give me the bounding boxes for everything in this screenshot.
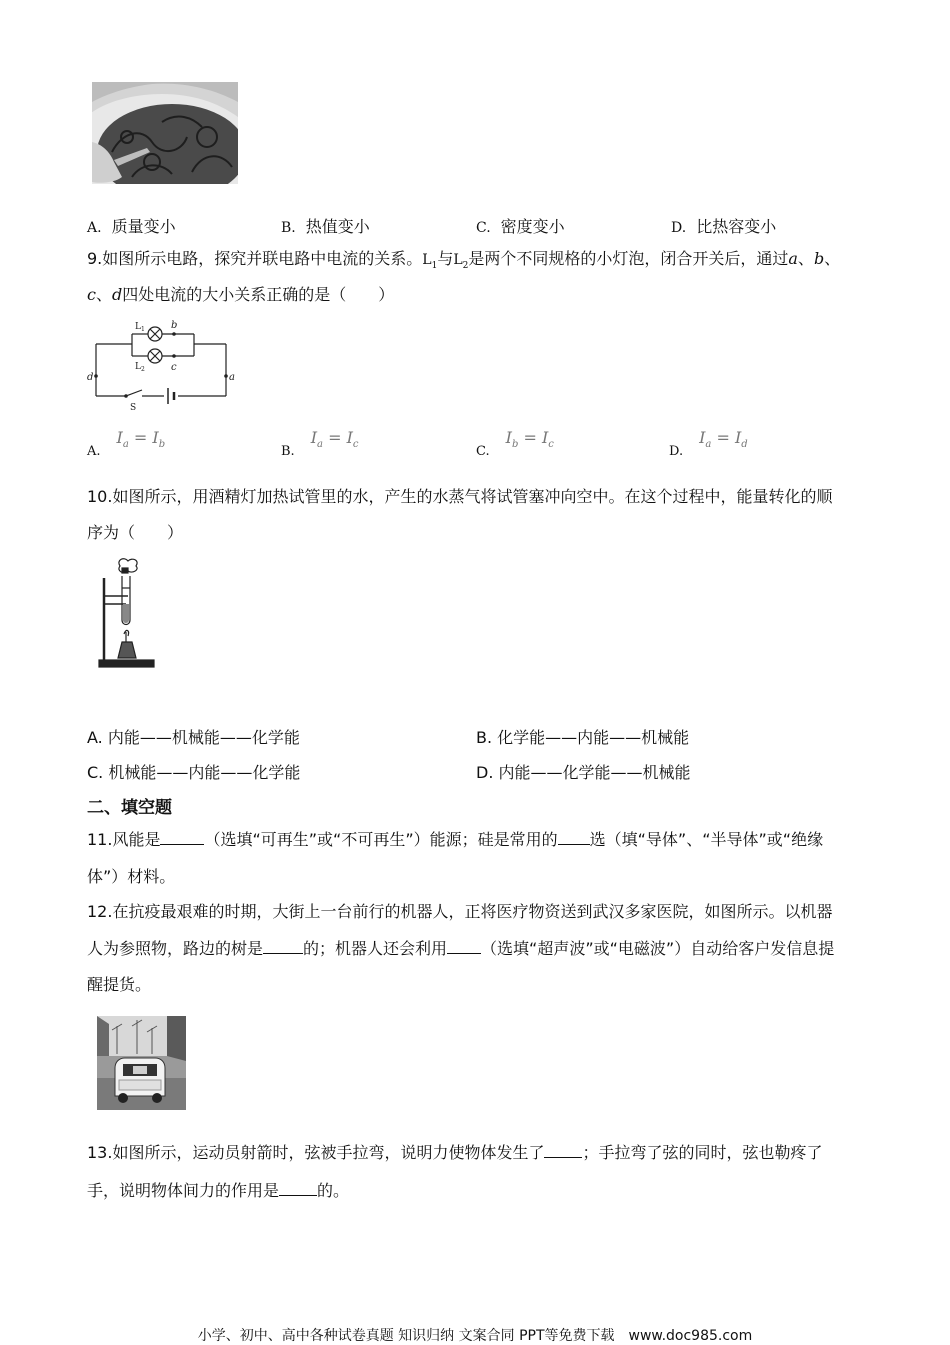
q11-stem-line2: 体”）材料。 <box>87 867 176 886</box>
circuit-label-s: S <box>130 403 137 412</box>
q8-option-b[interactable]: B. 热值变小 <box>281 217 370 236</box>
q10-option-b[interactable]: B. 化学能——内能——机械能 <box>476 728 690 747</box>
q13-stem-line2: 手，说明物体间力的作用是 的。 <box>87 1181 350 1200</box>
q9-stem-line2: c、d四处电流的大小关系正确的是（ ） <box>87 285 395 304</box>
q10-stem-line2: 序为（ ） <box>87 523 184 542</box>
circuit-label-b: b <box>171 320 178 331</box>
q9-option-d[interactable]: $_{D.}I_a = I_d$ <box>669 428 748 459</box>
parallel-circuit-diagram <box>86 316 236 412</box>
section-heading-fill-in: 二、填空题 <box>87 798 172 818</box>
circuit-label-c: c <box>171 362 177 373</box>
q13-blank-2[interactable] <box>279 1181 317 1196</box>
q10-option-d[interactable]: D. 内能——化学能——机械能 <box>476 763 691 782</box>
q12-stem-line1: 12.在抗疫最艰难的时期，大街上一台前行的机器人，正将医疗物资送到武汉多家医院，如图所示。以机器 <box>87 902 833 921</box>
q13-blank-1[interactable] <box>544 1143 582 1158</box>
page-footer: 小学、初中、高中各种试卷真题 知识归纳 文案合同 PPT等免费下载 www.doc985.com <box>197 1328 753 1344</box>
q10-stem-line1: 10.如图所示，用酒精灯加热试管里的水，产生的水蒸气将试管塞冲向空中。在这个过程中，能量转化的顺 <box>87 487 833 506</box>
q11-blank-2[interactable] <box>558 830 590 845</box>
q12-stem-line2: 人为参照物，路边的树是 的；机器人还会利用 （选填“超声波”或“电磁波”）自动给客户发信息提 <box>87 939 835 958</box>
delivery-robot-photo <box>97 1016 186 1110</box>
q8-option-a[interactable]: A. 质量变小 <box>87 217 176 236</box>
q8-option-c[interactable]: C. 密度变小 <box>476 217 565 236</box>
q10-option-a[interactable]: A. 内能——机械能——化学能 <box>87 728 300 747</box>
q9-stem-line1: 9.如图所示电路，探究并联电路中电流的关系。$L_1$与$L_2$是两个不同规格的小灯泡，闭合开关后，通过a、b、 <box>87 249 841 272</box>
q9-option-c[interactable]: $_{C.}I_b = I_c$ <box>476 428 554 459</box>
q9-option-b[interactable]: $_{B.}I_a = I_c$ <box>281 428 359 459</box>
test-tube-apparatus-diagram <box>98 558 156 670</box>
q12-blank-2[interactable] <box>447 939 481 954</box>
carved-ball-photo <box>92 82 238 184</box>
q8-option-d[interactable]: D. 比热容变小 <box>671 217 777 236</box>
q11-blank-1[interactable] <box>160 830 204 845</box>
q12-blank-1[interactable] <box>263 939 303 954</box>
q12-stem-line3: 醒提货。 <box>87 975 152 994</box>
q10-option-c[interactable]: C. 机械能——内能——化学能 <box>87 763 301 782</box>
circuit-label-a: a <box>229 372 235 383</box>
q9-option-a[interactable]: $_{A.}I_a = I_b$ <box>87 428 166 459</box>
circuit-label-l2: $L_2$ <box>135 362 145 373</box>
q11-stem-line1: 11.风能是 （选填“可再生”或“不可再生”）能源；硅是常用的 选（填“导体”、“半导体”或“绝缘 <box>87 830 824 849</box>
circuit-label-d: d <box>87 372 94 383</box>
q13-stem-line1: 13.如图所示，运动员射箭时，弦被手拉弯，说明力使物体发生了 ；手拉弯了弦的同时，弦也勒疼了 <box>87 1143 823 1162</box>
circuit-label-l1: $L_1$ <box>135 322 145 333</box>
